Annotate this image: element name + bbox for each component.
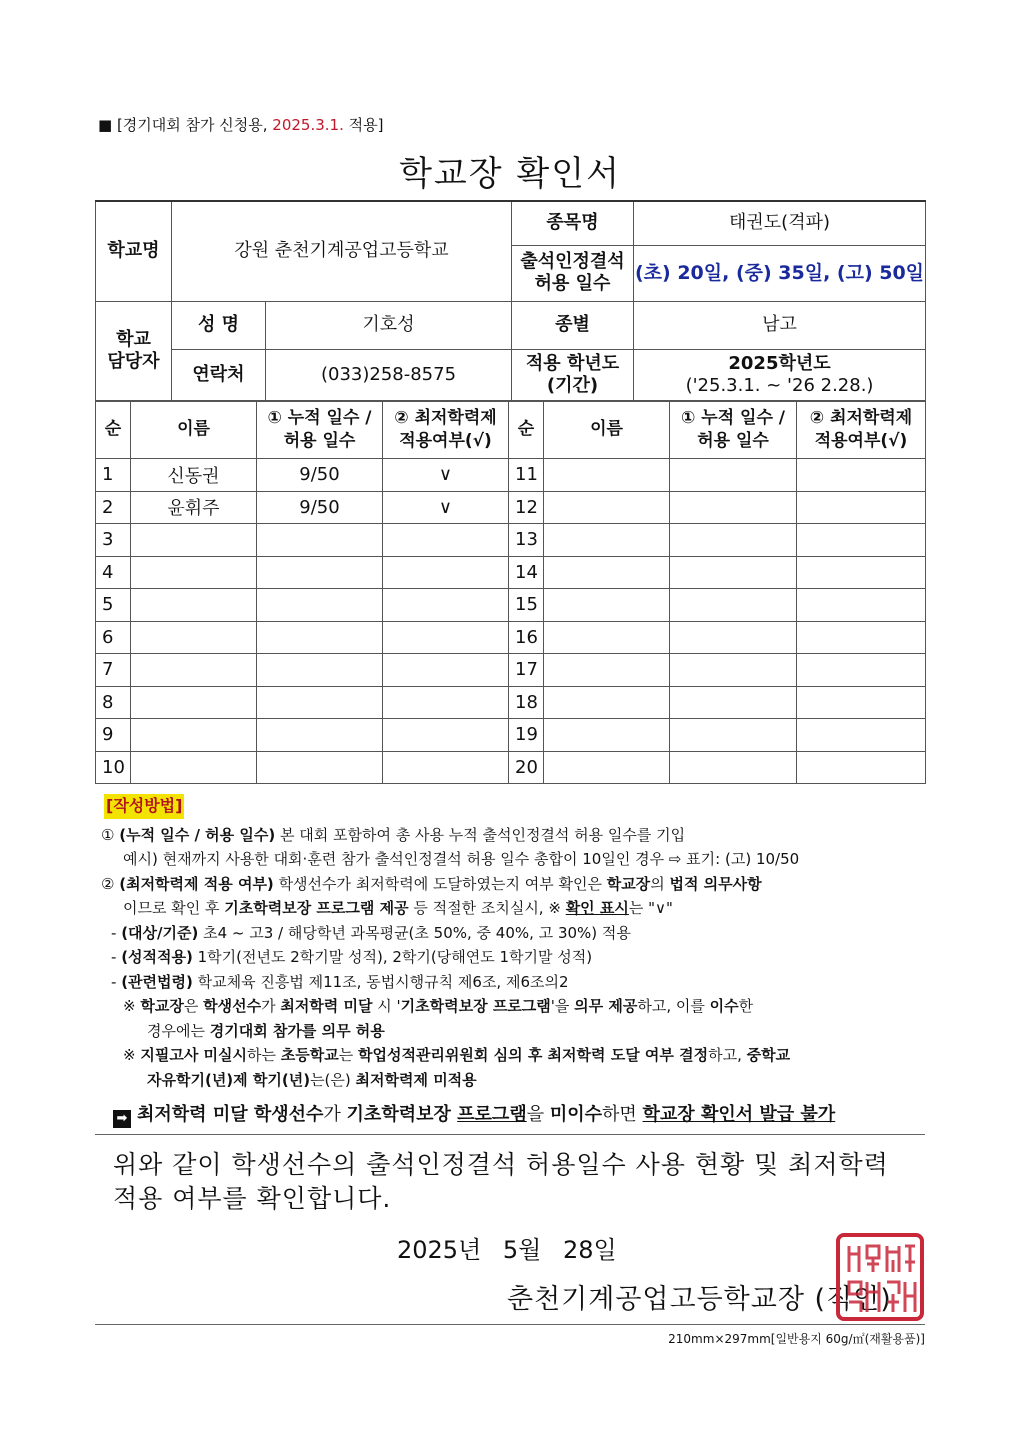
name-cell	[544, 459, 670, 492]
days-cell	[670, 621, 797, 654]
event-label: 종목명	[512, 201, 634, 245]
seq-cell: 18	[509, 686, 544, 719]
min-cell	[797, 556, 926, 589]
seq-cell: 16	[509, 621, 544, 654]
min-cell	[383, 654, 509, 687]
seq-cell: 17	[509, 654, 544, 687]
name-cell	[131, 719, 257, 752]
days-cell	[257, 751, 383, 784]
school-label: 학교명	[96, 201, 172, 301]
days-cell	[257, 621, 383, 654]
days-cell	[670, 524, 797, 557]
name-header: 이름	[544, 401, 670, 459]
min-cell	[797, 459, 926, 492]
page-title: 학교장 확인서	[399, 154, 621, 194]
table-row	[96, 686, 926, 719]
table-row	[96, 524, 926, 557]
name-cell	[131, 686, 257, 719]
seq-header: 순	[96, 401, 131, 459]
days-cell	[257, 524, 383, 557]
days-cell: 9/50	[257, 459, 383, 492]
divider	[95, 1134, 925, 1135]
table-row	[96, 556, 926, 589]
confirmation-text: 위와 같이 학생선수의 출석인정결석 허용일수 사용 현황 및 최저학력 적용 여부를 확인합니다.	[113, 1150, 889, 1213]
min-cell: ∨	[383, 491, 509, 524]
days-cell	[670, 719, 797, 752]
table-row	[96, 589, 926, 622]
name-value: 기호성	[266, 301, 512, 349]
seq-cell: 5	[96, 589, 131, 622]
footer-divider	[95, 1324, 925, 1325]
days-cell	[257, 654, 383, 687]
seq-cell: 20	[509, 751, 544, 784]
name-cell	[131, 524, 257, 557]
seq-cell: 10	[96, 751, 131, 784]
instruction-line: - (성적적용) 1학기(전년도 2학기말 성적), 2학기(당해연도 1학기말 성적)	[111, 948, 593, 966]
min-cell: ∨	[383, 459, 509, 492]
days-cell	[257, 719, 383, 752]
days-cell	[257, 556, 383, 589]
name-cell	[544, 686, 670, 719]
seq-cell: 19	[509, 719, 544, 752]
table-row	[96, 459, 926, 492]
table-row	[96, 654, 926, 687]
days-cell	[257, 686, 383, 719]
issue-date: 2025년 5월 28일	[397, 1236, 617, 1264]
min-cell	[383, 589, 509, 622]
gender-value: 남고	[634, 301, 926, 349]
name-cell	[131, 751, 257, 784]
name-cell: 신동권	[131, 459, 257, 492]
name-cell	[544, 621, 670, 654]
days-cell	[670, 459, 797, 492]
contact-value: (033)258-8575	[266, 349, 512, 401]
manager-label: 학교 담당자	[96, 301, 172, 401]
table-row	[96, 751, 926, 784]
seq-cell: 9	[96, 719, 131, 752]
roster-header-row	[96, 401, 926, 459]
allowed-days-label: 출석인정결석 허용 일수	[512, 245, 634, 301]
signer: 춘천기계공업고등학교장 (직인)	[507, 1284, 892, 1315]
name-cell	[131, 654, 257, 687]
seq-header: 순	[509, 401, 544, 459]
seq-cell: 6	[96, 621, 131, 654]
seq-cell: 13	[509, 524, 544, 557]
min-cell	[797, 491, 926, 524]
contact-label: 연락처	[172, 349, 266, 401]
days-cell	[670, 491, 797, 524]
table-row	[96, 719, 926, 752]
seq-cell: 1	[96, 459, 131, 492]
official-seal-icon	[835, 1232, 925, 1322]
instruction-line: ① (누적 일수 / 허용 일수) 본 대회 포함하여 총 사용 누적 출석인정결석 허용 일수를 기입	[101, 825, 686, 844]
seq-cell: 14	[509, 556, 544, 589]
table-row	[96, 491, 926, 524]
name-cell	[131, 556, 257, 589]
min-cell	[797, 621, 926, 654]
days-cell	[670, 654, 797, 687]
days-header: ① 누적 일수 / 허용 일수	[257, 401, 383, 459]
name-cell	[544, 491, 670, 524]
min-cell	[383, 556, 509, 589]
instruction-line: 예시) 현재까지 사용한 대회·훈련 참가 출석인정결석 허용 일수 총합이 10일인 경우 ⇨ 표기: (고) 10/50	[123, 850, 800, 868]
warning-line: ➡ 최저학력 미달 학생선수가 기초학력보장 프로그램을 미이수하면 학교장 확인서 발급 불가	[113, 1100, 835, 1128]
min-cell	[797, 719, 926, 752]
event-value: 태권도(격파)	[634, 201, 926, 245]
days-cell	[670, 686, 797, 719]
min-cell	[383, 751, 509, 784]
instruction-line: ※ 지필고사 미실시하는 초등학교는 학업성적관리위원회 심의 후 최저학력 도달 여부 결정하고, 중학교	[123, 1046, 791, 1064]
min-cell	[797, 589, 926, 622]
gender-label: 종별	[512, 301, 634, 349]
min-cell	[797, 524, 926, 557]
header-date: 2025.3.1.	[272, 116, 344, 134]
seq-cell: 3	[96, 524, 131, 557]
days-cell	[670, 751, 797, 784]
min-header: ② 최저학력제 적용여부(√)	[383, 401, 509, 459]
seq-cell: 8	[96, 686, 131, 719]
min-cell	[383, 621, 509, 654]
name-cell	[544, 524, 670, 557]
min-cell	[383, 686, 509, 719]
name-cell	[544, 589, 670, 622]
name-cell	[544, 556, 670, 589]
info-table	[95, 200, 926, 402]
days-cell	[670, 556, 797, 589]
name-cell	[544, 654, 670, 687]
instruction-line: 경우에는 경기대회 참가를 의무 허용	[147, 1021, 385, 1040]
seq-cell: 15	[509, 589, 544, 622]
allowed-days-value: (초) 20일, (중) 35일, (고) 50일	[634, 245, 926, 301]
table-row	[96, 621, 926, 654]
year-value: 2025학년도 ('25.3.1. ~ '26 2.28.)	[634, 349, 926, 401]
name-cell: 윤휘주	[131, 491, 257, 524]
school-value: 강원 춘천기계공업고등학교	[172, 201, 512, 301]
name-cell	[544, 751, 670, 784]
instructions-tag: [작성방법]	[104, 794, 184, 819]
min-cell	[797, 751, 926, 784]
name-cell	[131, 621, 257, 654]
min-header: ② 최저학력제 적용여부(√)	[797, 401, 926, 459]
days-header: ① 누적 일수 / 허용 일수	[670, 401, 797, 459]
name-label: 성 명	[172, 301, 266, 349]
min-cell	[383, 719, 509, 752]
year-label: 적용 학년도 (기간)	[512, 349, 634, 401]
paper-spec: 210mm×297mm[일반용지 60g/㎡(재활용품)]	[668, 1332, 925, 1346]
seq-cell: 11	[509, 459, 544, 492]
seq-cell: 7	[96, 654, 131, 687]
min-cell	[383, 524, 509, 557]
arrow-icon: ➡	[113, 1110, 131, 1128]
name-cell	[131, 589, 257, 622]
min-cell	[797, 686, 926, 719]
seq-cell: 2	[96, 491, 131, 524]
instruction-line: - (대상/기준) 초4 ~ 고3 / 해당학년 과목평균(초 50%, 중 40%, 고 30%) 적용	[111, 923, 631, 942]
instruction-line: 자유학기(년)제 학기(년)는(은) 최저학력제 미적용	[147, 1070, 477, 1089]
days-cell	[670, 589, 797, 622]
days-cell	[257, 589, 383, 622]
seq-cell: 4	[96, 556, 131, 589]
roster-table	[95, 400, 926, 784]
instruction-line: 이므로 확인 후 기초학력보장 프로그램 제공 등 적절한 조치실시, ※ 확인 표시는 "∨"	[123, 899, 673, 917]
instruction-line: ※ 학교장은 학생선수가 최저학력 미달 시 '기초학력보장 프로그램'을 의무 제공하고, 이를 이수한	[123, 997, 754, 1015]
days-cell: 9/50	[257, 491, 383, 524]
instruction-line: ② (최저학력제 적용 여부) 학생선수가 최저학력에 도달하였는지 여부 확인은 학교장의 법적 의무사항	[101, 874, 762, 893]
instructions	[95, 794, 925, 1092]
name-header: 이름	[131, 401, 257, 459]
name-cell	[544, 719, 670, 752]
header-note: ■ [경기대회 참가 신청용, 2025.3.1. 적용]	[98, 116, 384, 134]
seq-cell: 12	[509, 491, 544, 524]
instruction-line: - (관련법령) 학교체육 진흥법 제11조, 동법시행규칙 제6조, 제6조의2	[111, 972, 569, 991]
min-cell	[797, 654, 926, 687]
seal-note: (직인)	[814, 1284, 892, 1315]
